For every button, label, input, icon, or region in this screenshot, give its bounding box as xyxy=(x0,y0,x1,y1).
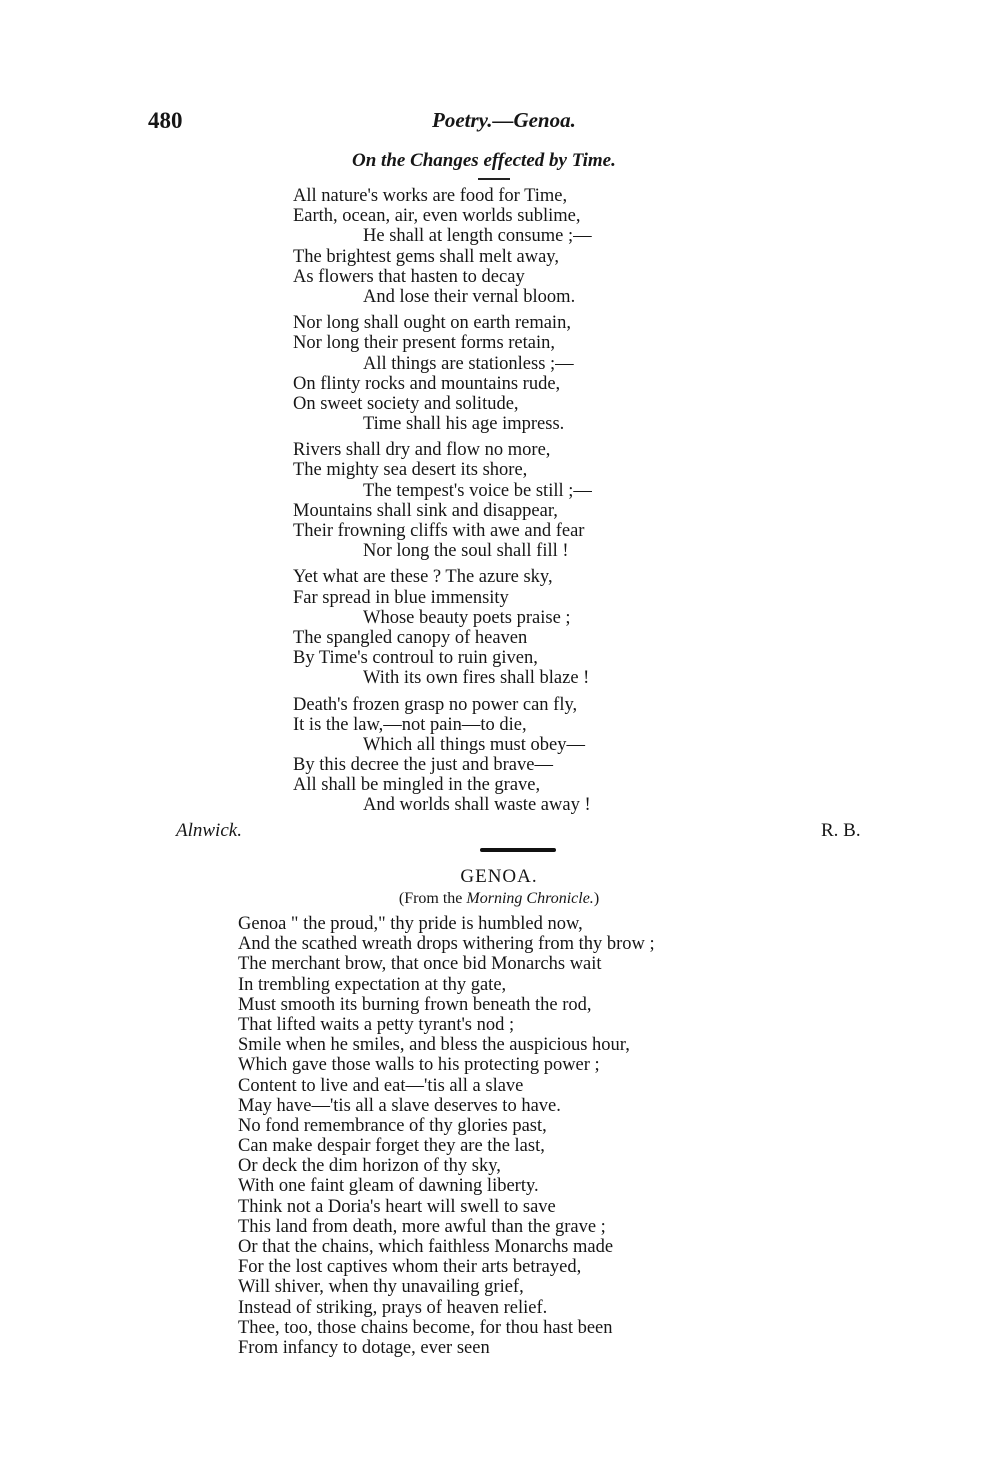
poem-line: Can make despair forget they are the last, xyxy=(238,1136,545,1157)
poem-line: Nor long shall ought on earth remain, xyxy=(293,313,571,334)
poem-line: All shall be mingled in the grave, xyxy=(293,775,541,796)
source-suffix: ) xyxy=(593,890,600,907)
place-name: Alnwick. xyxy=(176,820,242,841)
stanza xyxy=(293,567,592,688)
poem-line: Whose beauty poets praise ; xyxy=(363,607,571,628)
stanza xyxy=(293,695,592,816)
poem-line: Will shiver, when thy unavailing grief, xyxy=(238,1277,524,1298)
section-source xyxy=(0,890,998,908)
poem-line: Death's frozen grasp no power can fly, xyxy=(293,694,578,715)
poem-line: From infancy to dotage, ever seen xyxy=(238,1337,490,1358)
poem-line: With one faint gleam of dawning liberty. xyxy=(238,1176,539,1197)
poem-line: Genoa " the proud," thy pride is humbled now, xyxy=(238,914,583,934)
poem-line: And the scathed wreath drops withering from thy brow ; xyxy=(238,934,655,955)
author-initials: R. B. xyxy=(821,820,861,841)
running-head xyxy=(0,108,998,138)
poem-line: As flowers that hasten to decay xyxy=(293,266,525,287)
poem-line: Earth, ocean, air, even worlds sublime, xyxy=(293,206,581,227)
poem-line: And lose their vernal bloom. xyxy=(363,286,576,307)
poem-line: Their frowning cliffs with awe and fear xyxy=(293,521,585,541)
poem-line: Yet what are these ? The azure sky, xyxy=(293,567,553,588)
poem-line: All things are stationless ;— xyxy=(363,353,574,374)
poem-line: No fond remembrance of thy glories past, xyxy=(238,1115,547,1136)
poem-line: The tempest's voice be still ;— xyxy=(363,480,592,501)
poem-line: The brightest gems shall melt away, xyxy=(293,246,559,267)
poem-line: By this decree the just and brave— xyxy=(293,755,553,776)
poem-line: By Time's controul to ruin given, xyxy=(293,648,538,669)
poem-line: On flinty rocks and mountains rude, xyxy=(293,373,561,394)
poem-line: Which all things must obey— xyxy=(363,734,585,755)
poem-line: Nor long their present forms retain, xyxy=(293,333,556,354)
title-rule xyxy=(478,178,510,180)
signoff xyxy=(0,820,998,844)
poem-line: Rivers shall dry and flow no more, xyxy=(293,440,551,461)
poem-line: It is the law,—not pain—to die, xyxy=(293,714,527,735)
poem-line: This land from death, more awful than the grave ; xyxy=(238,1216,606,1237)
section-title: GENOA. xyxy=(460,866,538,887)
poem-title: On the Changes effected by Time. xyxy=(352,150,616,171)
poem-line: Which gave those walls to his protecting power ; xyxy=(238,1055,600,1076)
page-number: 480 xyxy=(148,108,183,133)
poem-line: Content to live and eat—'tis all a slave xyxy=(238,1075,524,1096)
poem-line: Far spread in blue immensity xyxy=(293,587,509,608)
poem-line: Or deck the dim horizon of thy sky, xyxy=(238,1156,501,1177)
poem-line: Instead of striking, prays of heaven relief. xyxy=(238,1297,548,1318)
poem-line: With its own fires shall blaze ! xyxy=(363,668,590,689)
stanza xyxy=(293,186,592,307)
source-name: Morning Chronicle. xyxy=(466,890,594,907)
poem-line: In trembling expectation at thy gate, xyxy=(238,974,507,995)
poem-line: That lifted waits a petty tyrant's nod ; xyxy=(238,1014,515,1035)
poem-line: On sweet society and solitude, xyxy=(293,393,519,414)
poem-line: For the lost captives whom their arts betrayed, xyxy=(238,1257,582,1278)
poem-line: Nor long the soul shall fill ! xyxy=(363,541,569,562)
poem-line: Must smooth its burning frown beneath the rod, xyxy=(238,994,592,1015)
poem-line: Thee, too, those chains become, for thou hast been xyxy=(238,1317,613,1338)
poem-line: He shall at length consume ;— xyxy=(363,226,592,247)
poem-line: Time shall his age impress. xyxy=(363,414,565,435)
poem-line: Smile when he smiles, and bless the auspicious hour, xyxy=(238,1035,630,1056)
poem-line: Or that the chains, which faithless Monarchs made xyxy=(238,1237,614,1257)
poem-line: Mountains shall sink and disappear, xyxy=(293,500,558,521)
running-head-title: Poetry.—Genoa. xyxy=(432,108,576,132)
poem-time xyxy=(293,186,592,822)
section-divider xyxy=(480,848,556,852)
poem-genoa xyxy=(238,914,655,1358)
stanza xyxy=(293,313,592,434)
poem-line: All nature's works are food for Time, xyxy=(293,186,568,206)
poem-line: The mighty sea desert its shore, xyxy=(293,460,528,481)
stanza xyxy=(293,440,592,561)
source-prefix: (From the xyxy=(398,890,467,907)
poem-line: The merchant brow, that once bid Monarchs wait xyxy=(238,954,602,975)
poem-line: The spangled canopy of heaven xyxy=(293,627,528,648)
poem-line: And worlds shall waste away ! xyxy=(363,795,591,816)
poem-line: Think not a Doria's heart will swell to save xyxy=(238,1196,556,1217)
poem-line: May have—'tis all a slave deserves to have. xyxy=(238,1095,561,1116)
